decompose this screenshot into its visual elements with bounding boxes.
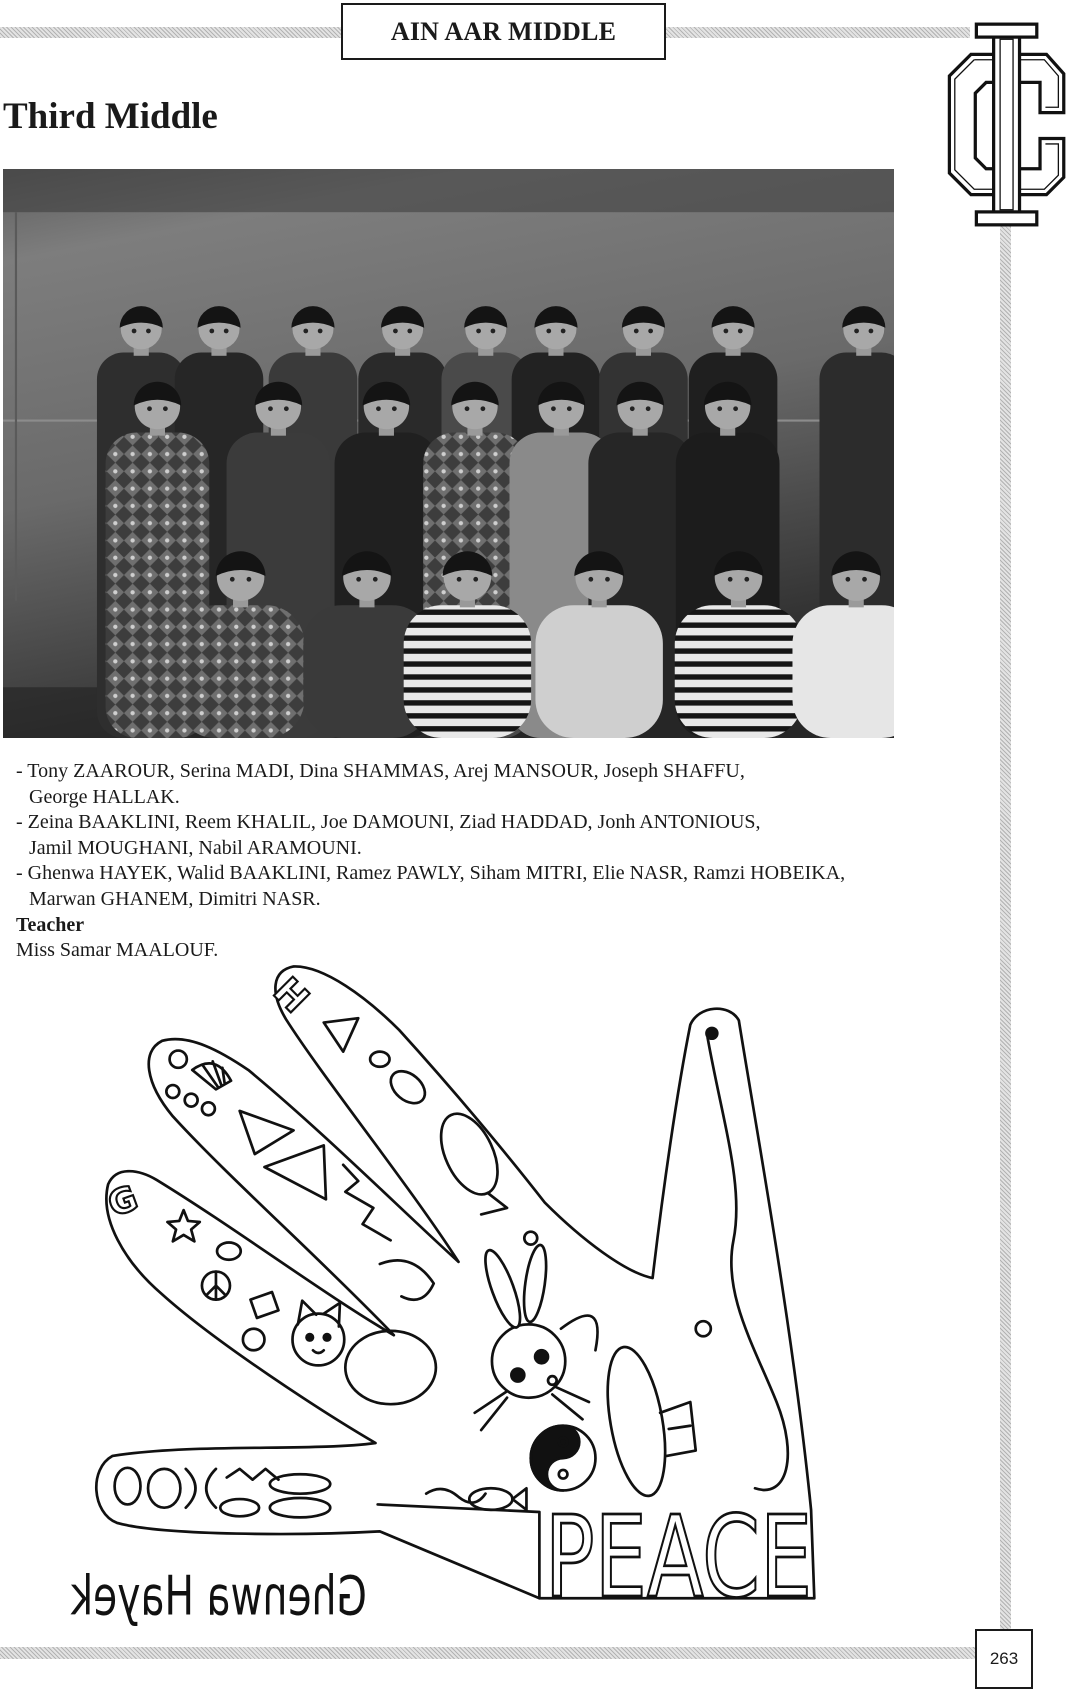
photo-caption bbox=[16, 759, 845, 964]
person-eye bbox=[376, 406, 381, 411]
teacher-name: Miss Samar MAALOUF. bbox=[16, 939, 219, 962]
person-eye bbox=[546, 329, 551, 334]
person-eye bbox=[476, 329, 481, 334]
person-eye bbox=[147, 406, 152, 411]
person-eye bbox=[733, 406, 738, 411]
person-eye bbox=[146, 329, 151, 334]
caption-row-2-cont: Jamil MOUGHANI, Nabil ARAMOUNI. bbox=[29, 836, 362, 859]
finger-1-doodles bbox=[115, 1468, 331, 1518]
person-eye bbox=[457, 577, 462, 582]
person-body bbox=[404, 605, 531, 738]
caption-row-3-cont: Marwan GHANEM, Dimitri NASR. bbox=[29, 887, 321, 910]
header-title: AIN AAR MIDDLE bbox=[390, 16, 617, 46]
person-eye bbox=[738, 329, 743, 334]
section-title: Third Middle bbox=[3, 96, 218, 137]
signature: Ghenwa Hayek bbox=[69, 1564, 367, 1628]
teacher-label: Teacher bbox=[16, 913, 85, 936]
person-eye bbox=[724, 329, 729, 334]
header-box bbox=[341, 3, 666, 60]
caption-row-2: - Zeina BAAKLINI, Reem KHALIL, Joe DAMOUNI, Ziad HADDAD, Jonh ANTONIOUS, bbox=[16, 811, 761, 834]
person-eye bbox=[132, 329, 137, 334]
bunny-icon bbox=[475, 1244, 598, 1430]
yin-yang-icon bbox=[531, 1426, 596, 1491]
person-body bbox=[177, 605, 304, 738]
drawn-letter-g: G bbox=[102, 1178, 144, 1226]
person-eye bbox=[393, 329, 398, 334]
person-eye bbox=[318, 329, 323, 334]
person-eye bbox=[717, 406, 722, 411]
fish-icon bbox=[430, 1105, 509, 1203]
person-eye bbox=[605, 577, 610, 582]
person-eye bbox=[481, 406, 486, 411]
person-body bbox=[792, 605, 894, 738]
person-eye bbox=[869, 329, 874, 334]
person-eye bbox=[247, 577, 252, 582]
caption-row-1: - Tony ZAAROUR, Serina MADI, Dina SHAMMAS, Arej MANSOUR, Joseph SHAFFU, bbox=[16, 760, 745, 782]
star-icon bbox=[167, 1210, 199, 1241]
person-eye bbox=[630, 406, 635, 411]
person-eye bbox=[588, 577, 593, 582]
person-eye bbox=[862, 577, 867, 582]
logo-letter-i bbox=[994, 35, 1020, 214]
person-eye bbox=[407, 329, 412, 334]
palm-doodles bbox=[345, 1028, 787, 1510]
class-group bbox=[97, 306, 894, 738]
person-eye bbox=[392, 406, 397, 411]
person-eye bbox=[284, 406, 289, 411]
caption-row-1-cont: George HALLAK. bbox=[29, 785, 180, 808]
peace-lettering: PEACE bbox=[544, 1493, 813, 1624]
person-eye bbox=[473, 577, 478, 582]
person-eye bbox=[846, 577, 851, 582]
person-body bbox=[675, 605, 802, 738]
person-eye bbox=[648, 329, 653, 334]
school-logo bbox=[945, 22, 1066, 227]
person-eye bbox=[373, 577, 378, 582]
drawn-letter-h: H bbox=[265, 969, 318, 1022]
class-photo bbox=[3, 169, 894, 738]
person-eye bbox=[163, 406, 168, 411]
person-eye bbox=[634, 329, 639, 334]
person-eye bbox=[224, 329, 229, 334]
person-eye bbox=[728, 577, 733, 582]
person-eye bbox=[356, 577, 361, 582]
person-eye bbox=[491, 329, 496, 334]
person-eye bbox=[646, 406, 651, 411]
person-eye bbox=[230, 577, 235, 582]
person-eye bbox=[567, 406, 572, 411]
person-eye bbox=[854, 329, 859, 334]
person-eye bbox=[303, 329, 308, 334]
person-eye bbox=[744, 577, 749, 582]
person-eye bbox=[209, 329, 214, 334]
person-eye bbox=[268, 406, 273, 411]
person-eye bbox=[551, 406, 556, 411]
person-body bbox=[535, 605, 662, 738]
peace-hand-drawing bbox=[0, 960, 1068, 1650]
cat-face-icon bbox=[293, 1301, 345, 1366]
person-eye bbox=[465, 406, 470, 411]
caption-row-3: - Ghenwa HAYEK, Walid BAAKLINI, Ramez PAWLY, Siham MITRI, Elie NASR, Ramzi HOBEIKA, bbox=[16, 862, 846, 885]
person-eye bbox=[561, 329, 566, 334]
page-number: 263 bbox=[975, 1629, 1033, 1689]
